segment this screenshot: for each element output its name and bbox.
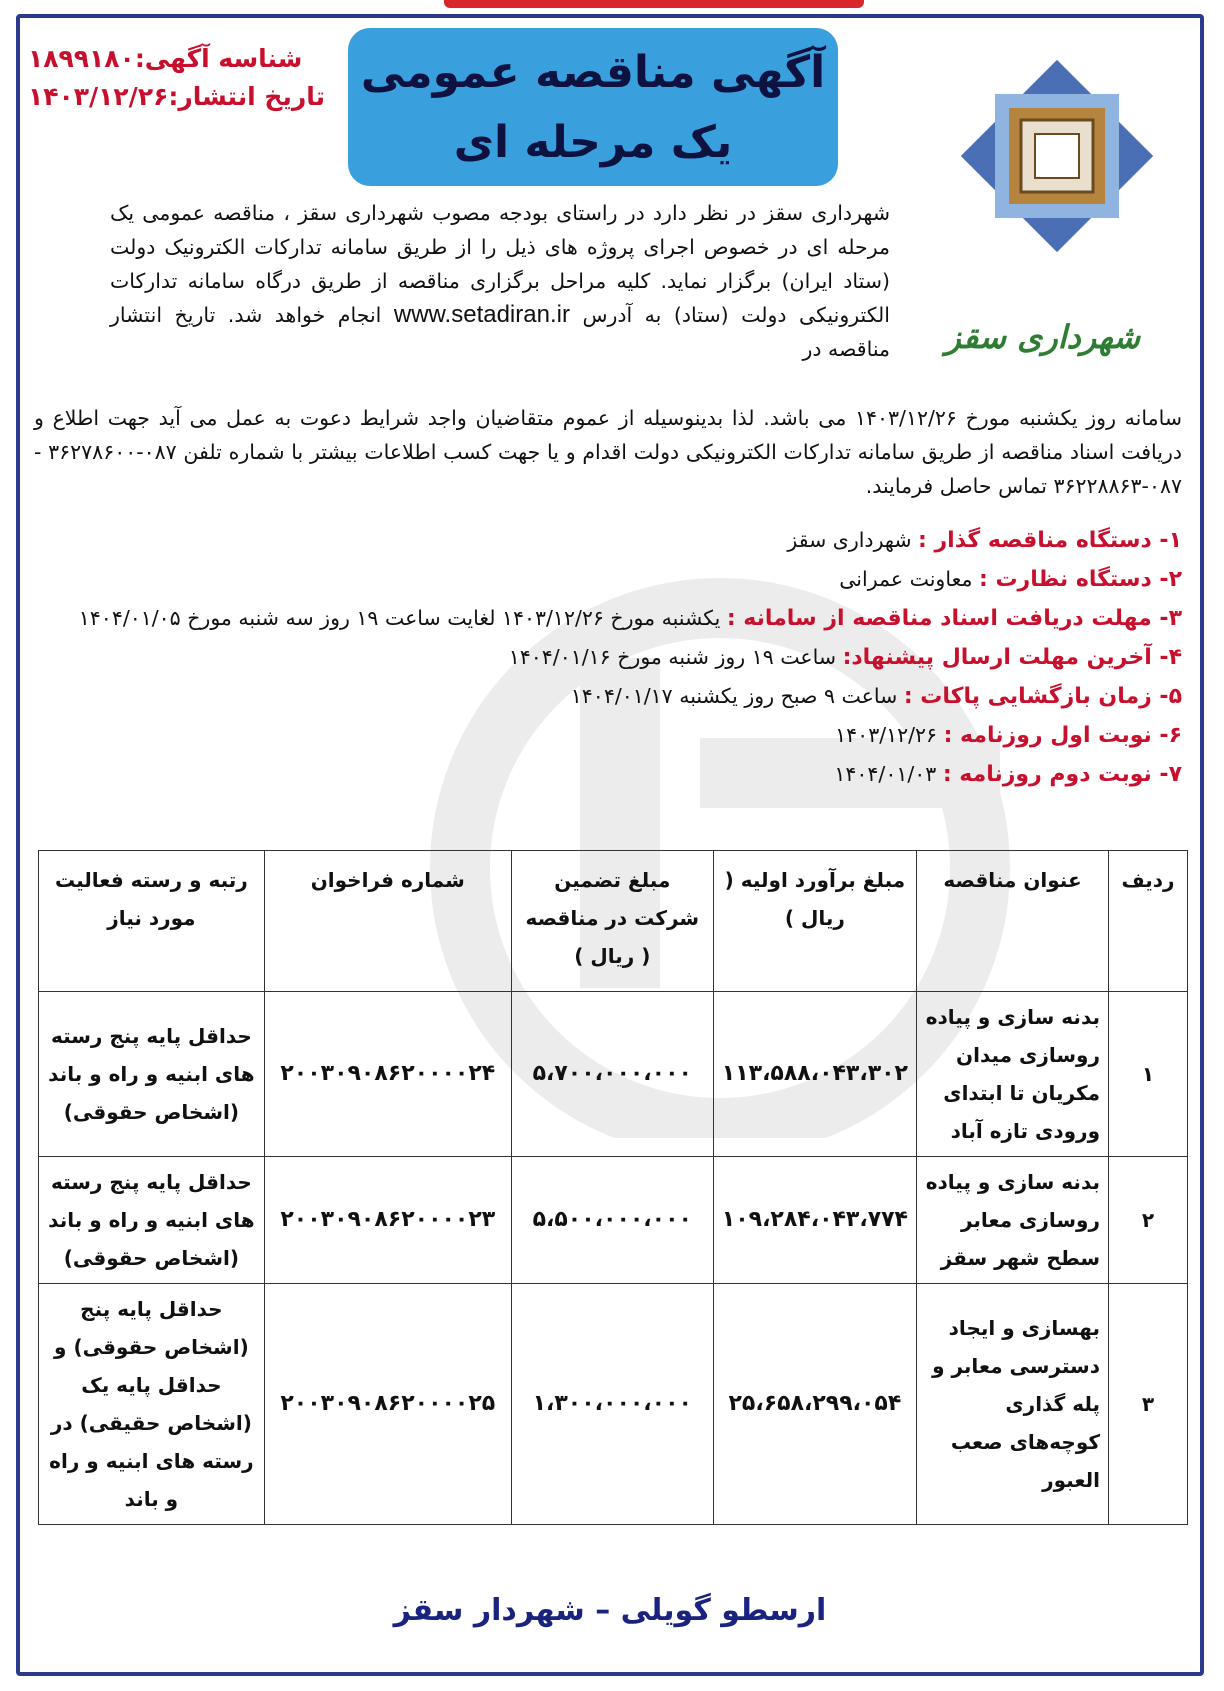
publish-date: تاریخ انتشار:۱۴۰۳/۱۲/۲۶	[28, 82, 325, 111]
intro-paragraph	[110, 196, 890, 366]
intro-part-2: انجام خواهد شد. تاریخ انتشار مناقصه در	[110, 303, 890, 361]
table-header-row	[39, 851, 1188, 992]
intro-part-1: شهرداری سقز در نظر دارد در راستای بودجه مصوب شهرداری سقز ، مناقصه عمومی یک مرحله ای در خصوص اجرای پروژه های ذیل را از طریق سامانه تدارکات الکترونیک دولت (ستاد ایران) برگزار نماید. کلیه مراحل برگزاری مناقصه از طریق درگاه سامانه تدارکات الکترونیکی دولت (ستاد) به آدرس	[110, 201, 890, 327]
intro-paragraph-continued: سامانه روز یکشنبه مورخ ۱۴۰۳/۱۲/۲۶ می باشد. لذا بدینوسیله از عموم متقاضیان واجد شرایط دعوت به عمل می آید جهت اطلاع و دریافت اسناد مناقصه از طریق سامانه تدارکات الکترونیکی دولت اقدام و یا جهت کسب اطلاعات بیشتر با شماره تلفن ۰۸۷-۳۶۲۷۸۶۰۰ - ۰۸۷-۳۶۲۲۸۸۶۳ تماس حاصل فرمایند.	[34, 406, 1183, 498]
signature-footer: ارسطو گویلی – شهردار سقز	[393, 1593, 827, 1628]
municipality-logo	[952, 46, 1162, 266]
col-header-grade: رتبه و رسته فعالیت مورد نیاز	[39, 851, 265, 992]
website-link[interactable]: www.setadiran.ir	[393, 301, 570, 328]
col-header-call-number: شماره فراخوان	[264, 851, 511, 992]
title-line-2: یک مرحله ای	[453, 117, 733, 168]
detail-item: ۱- دستگاه مناقصه گذار : شهرداری سقز	[787, 528, 1182, 553]
detail-item: ۷- نوبت دوم روزنامه : ۱۴۰۴/۰۱/۰۳	[834, 762, 1182, 787]
brand-name: شهرداری سقز	[945, 318, 1140, 356]
col-header-guarantee: مبلغ تضمین شرکت در مناقصه ( ریال )	[511, 851, 713, 992]
detail-item: ۴- آخرین مهلت ارسال پیشنهاد: ساعت ۱۹ روز شنبه مورخ ۱۴۰۴/۰۱/۱۶	[508, 645, 1182, 670]
col-header-title: عنوان مناقصه	[917, 851, 1109, 992]
col-header-row-no: ردیف	[1109, 851, 1188, 992]
ad-meta	[28, 40, 358, 116]
detail-item: ۲- دستگاه نظارت : معاونت عمرانی	[839, 567, 1182, 592]
table-row: ۳ بهسازی و ایجاد دسترسی معابر و پله گذاری کوچه‌های صعب العبور ۲۵،۶۵۸،۲۹۹،۰۵۴ ۱،۳۰۰،۰۰۰،۰۰۰ ۲۰۰۳۰۹۰۸۶۲۰۰۰۰۲۵ حداقل پایه پنج (اشخاص حقوقی) و حداقل پایه یک (اشخاص حقیقی) در رسته های ابنیه و راه و باند	[39, 1284, 1188, 1525]
ad-id: شناسه آگهی:۱۸۹۹۱۸۰	[28, 44, 303, 73]
detail-item: ۶- نوبت اول روزنامه : ۱۴۰۳/۱۲/۲۶	[835, 723, 1182, 748]
table-row: ۱ بدنه سازی و پیاده روسازی میدان مکریان تا ابتدای ورودی تازه آباد ۱۱۳،۵۸۸،۰۴۳،۳۰۲ ۵،۷۰۰،۰۰۰،۰۰۰ ۲۰۰۳۰۹۰۸۶۲۰۰۰۰۲۴ حداقل پایه پنج رسته های ابنیه و راه و باند (اشخاص حقوقی)	[39, 992, 1188, 1157]
ad-frame	[16, 14, 1204, 1676]
tenders-table	[38, 850, 1188, 1525]
title-line-1: آگهی مناقصه عمومی	[360, 47, 826, 98]
detail-item: ۳- مهلت دریافت اسناد مناقصه از سامانه : یکشنبه مورخ ۱۴۰۳/۱۲/۲۶ لغایت ساعت ۱۹ روز سه شنبه مورخ ۱۴۰۴/۰۱/۰۵	[78, 606, 1182, 631]
details-list	[34, 521, 1182, 794]
top-red-strip	[444, 0, 864, 8]
detail-item: ۵- زمان بازگشایی پاکات : ساعت ۹ صبح روز یکشنبه ۱۴۰۴/۰۱/۱۷	[570, 684, 1182, 709]
table-row: ۲ بدنه سازی و پیاده روسازی معابر سطح شهر سقز ۱۰۹،۲۸۴،۰۴۳،۷۷۴ ۵،۵۰۰،۰۰۰،۰۰۰ ۲۰۰۳۰۹۰۸۶۲۰۰۰۰۲۳ حداقل پایه پنج رسته های ابنیه و راه و باند (اشخاص حقوقی)	[39, 1157, 1188, 1284]
col-header-estimate: مبلغ برآورد اولیه ( ریال )	[713, 851, 916, 992]
title-box	[348, 28, 838, 186]
